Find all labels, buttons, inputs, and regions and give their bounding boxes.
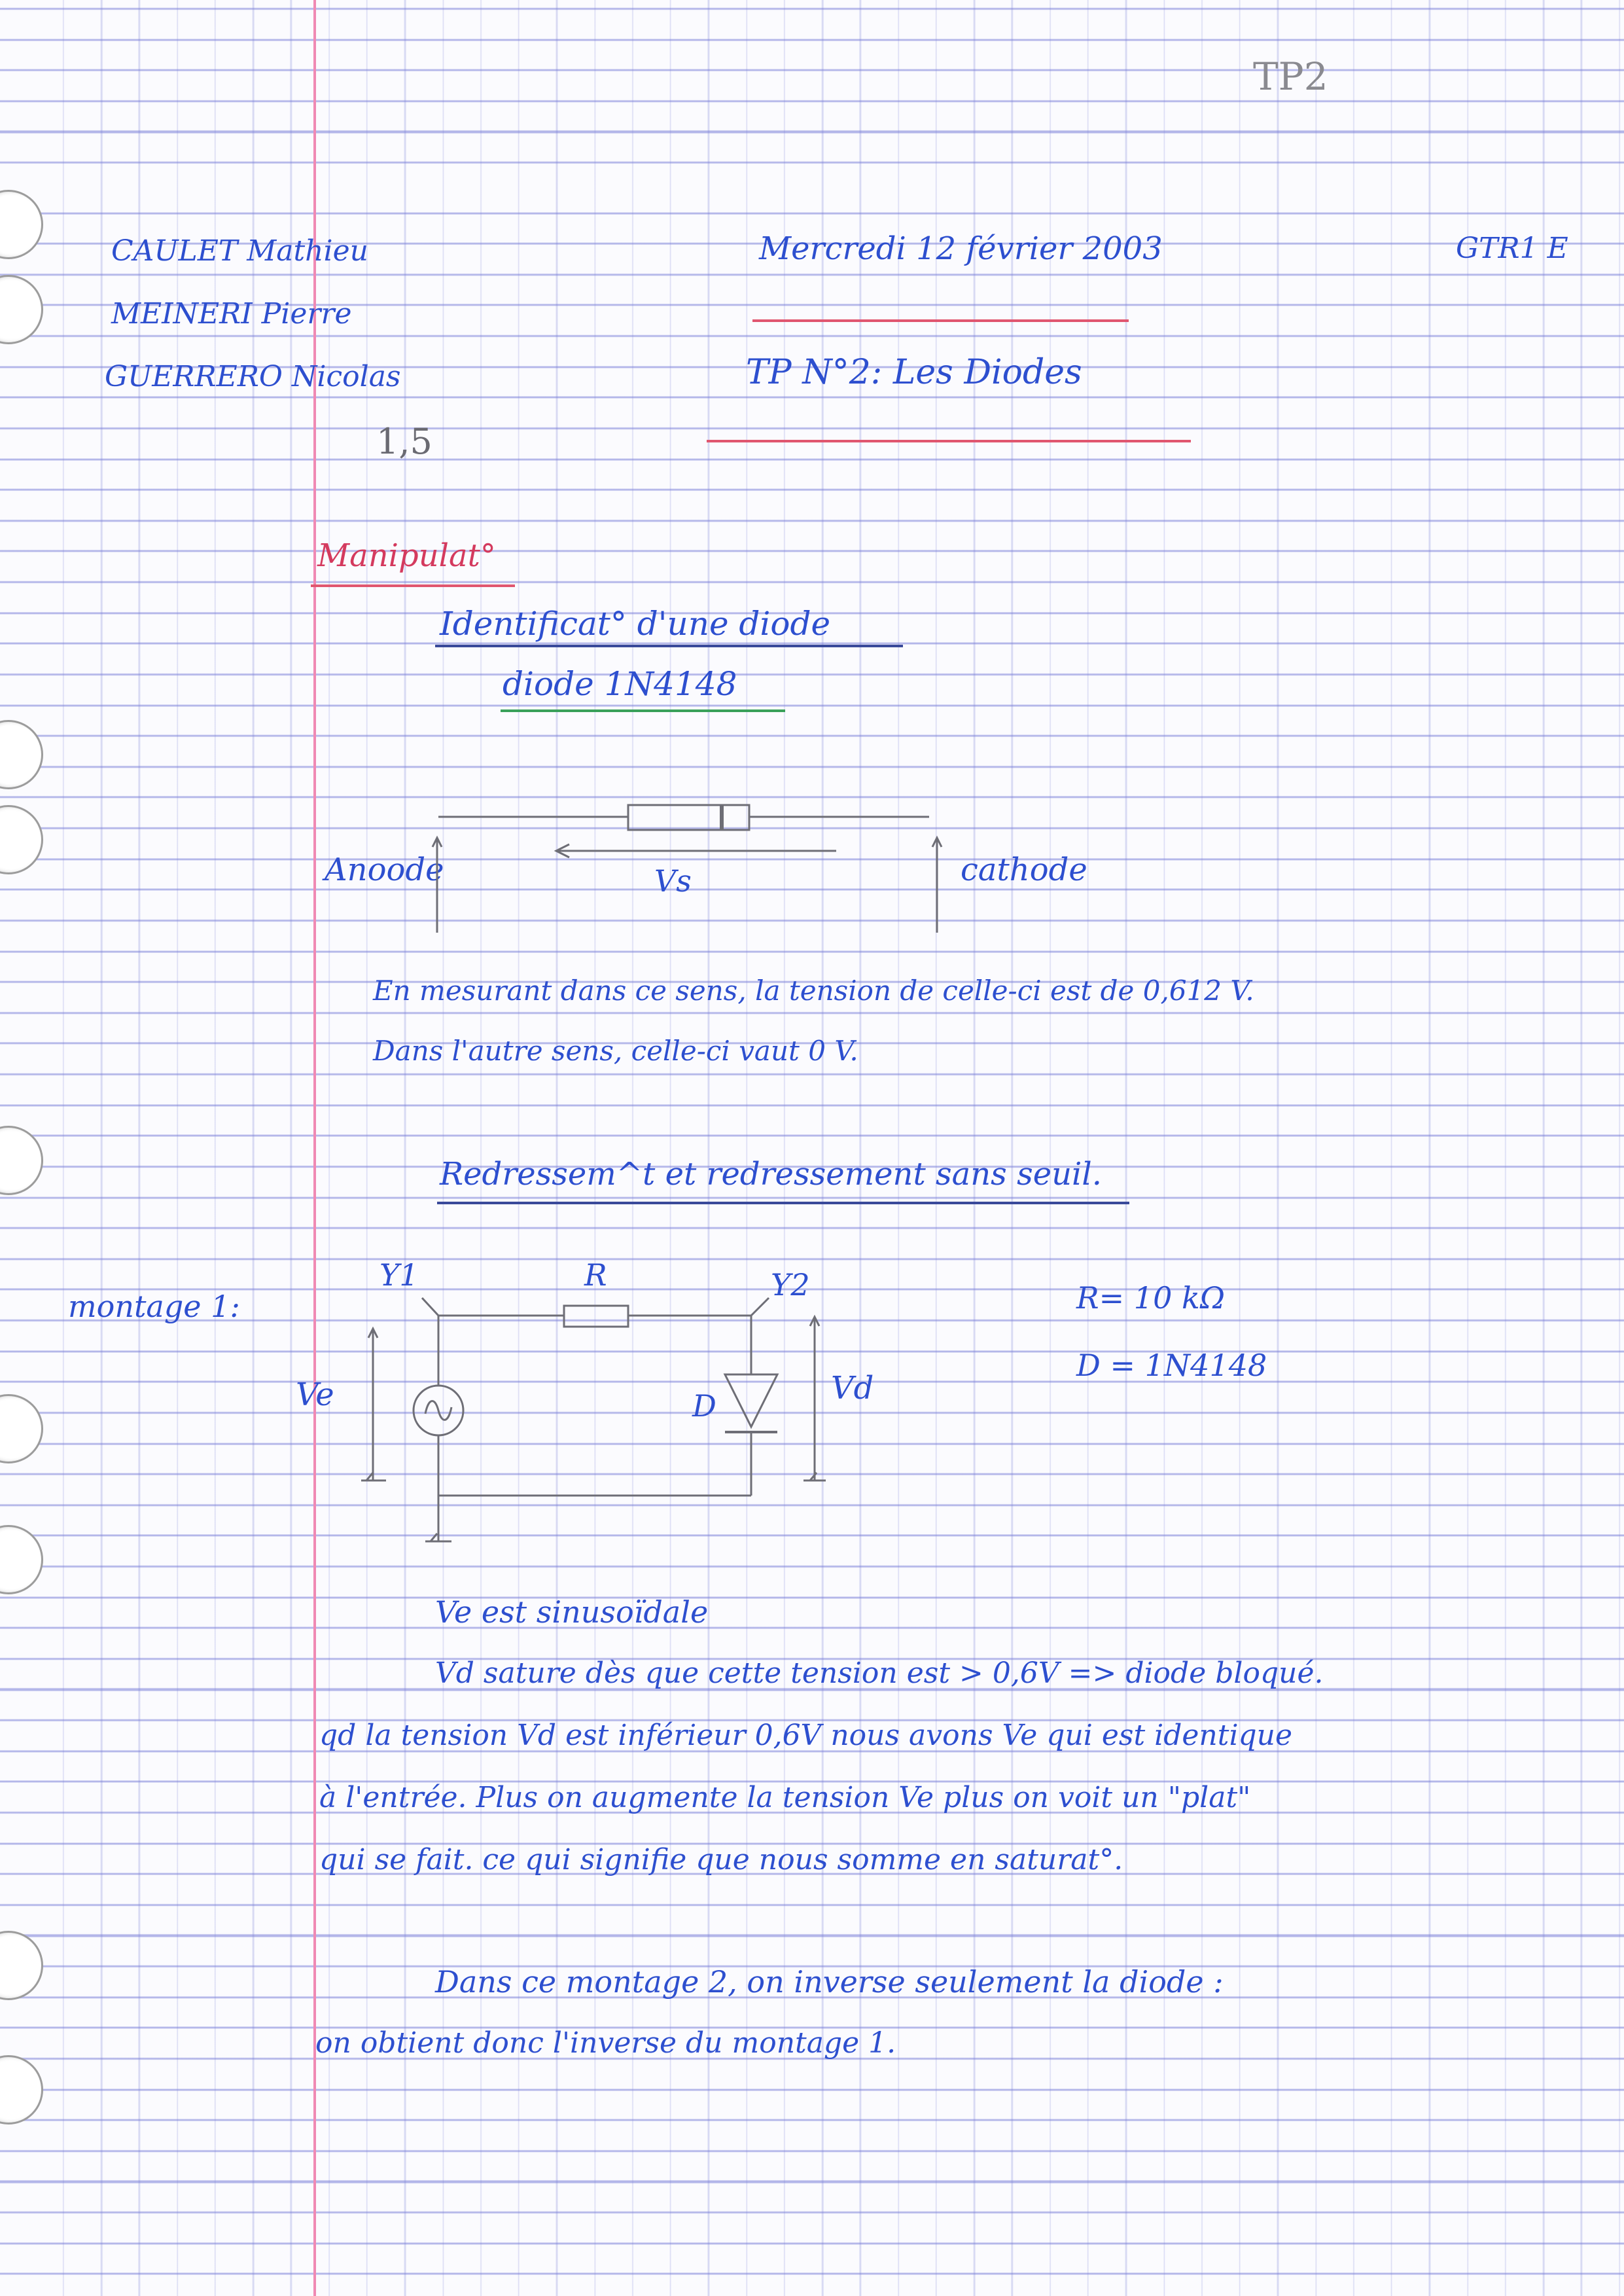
date: Mercredi 12 février 2003 xyxy=(759,230,1163,267)
diode-body xyxy=(628,805,749,830)
probe-y2-label: Y2 xyxy=(771,1267,810,1302)
resistor-label: R xyxy=(584,1257,607,1293)
group-label: GTR1 E xyxy=(1456,232,1568,265)
probe-y2 xyxy=(751,1298,769,1316)
observation-line: Vd sature dès que cette tension est > 0,6V => diode bloqué. xyxy=(435,1657,1324,1690)
montage-label: montage 1: xyxy=(68,1289,240,1324)
grade: 1,5 xyxy=(376,421,432,462)
diode-triangle xyxy=(725,1374,777,1427)
diode-label: D xyxy=(692,1388,716,1424)
circuit-montage-1 xyxy=(361,1298,826,1541)
student-name: GUERRERO Nicolas xyxy=(105,360,401,393)
corner-mark: TP2 xyxy=(1253,54,1328,99)
student-name: MEINERI Pierre xyxy=(111,297,352,331)
redressement-heading: Redressem^t et redressement sans seuil. xyxy=(440,1156,1102,1193)
observation-line: qui se fait. ce qui signifie que nous somme en saturat°. xyxy=(319,1843,1123,1876)
identification-heading: Identificat° d'une diode xyxy=(440,605,831,643)
param-diode: D = 1N4148 xyxy=(1076,1348,1267,1383)
diode-reference: diode 1N4148 xyxy=(503,665,737,703)
observation-line: on obtient donc l'inverse du montage 1. xyxy=(315,2026,896,2060)
observation-line: Dans ce montage 2, on inverse seulement la diode : xyxy=(435,1964,1224,2000)
measure-text-line: Dans l'autre sens, celle-ci vaut 0 V. xyxy=(373,1035,858,1067)
probe-y1-label: Y1 xyxy=(380,1257,419,1293)
measure-text-line: En mesurant dans ce sens, la tension de celle-ci est de 0,612 V. xyxy=(373,975,1254,1007)
section-heading: Manipulat° xyxy=(317,537,496,574)
param-resistor: R= 10 kΩ xyxy=(1076,1280,1225,1316)
cathode-label: cathode xyxy=(961,852,1087,888)
observation-line: Ve est sinusoïdale xyxy=(435,1594,709,1630)
observation-line: qd la tension Vd est inférieur 0,6V nous avons Ve qui est identique xyxy=(319,1719,1293,1752)
voltage-label: Vs xyxy=(654,863,692,899)
resistor-symbol xyxy=(564,1306,628,1327)
probe-y1 xyxy=(422,1298,438,1316)
page-title: TP N°2: Les Diodes xyxy=(746,353,1082,392)
diode-identification-diagram xyxy=(432,805,942,933)
vd-label: Vd xyxy=(831,1370,874,1407)
ve-label: Ve xyxy=(296,1376,334,1413)
ground-symbol xyxy=(431,1534,437,1541)
student-name: CAULET Mathieu xyxy=(111,234,368,268)
anode-label: Anoode xyxy=(325,852,444,888)
sine-symbol xyxy=(425,1401,451,1420)
observation-line: à l'entrée. Plus on augmente la tension Ve plus on voit un "plat" xyxy=(319,1781,1251,1814)
